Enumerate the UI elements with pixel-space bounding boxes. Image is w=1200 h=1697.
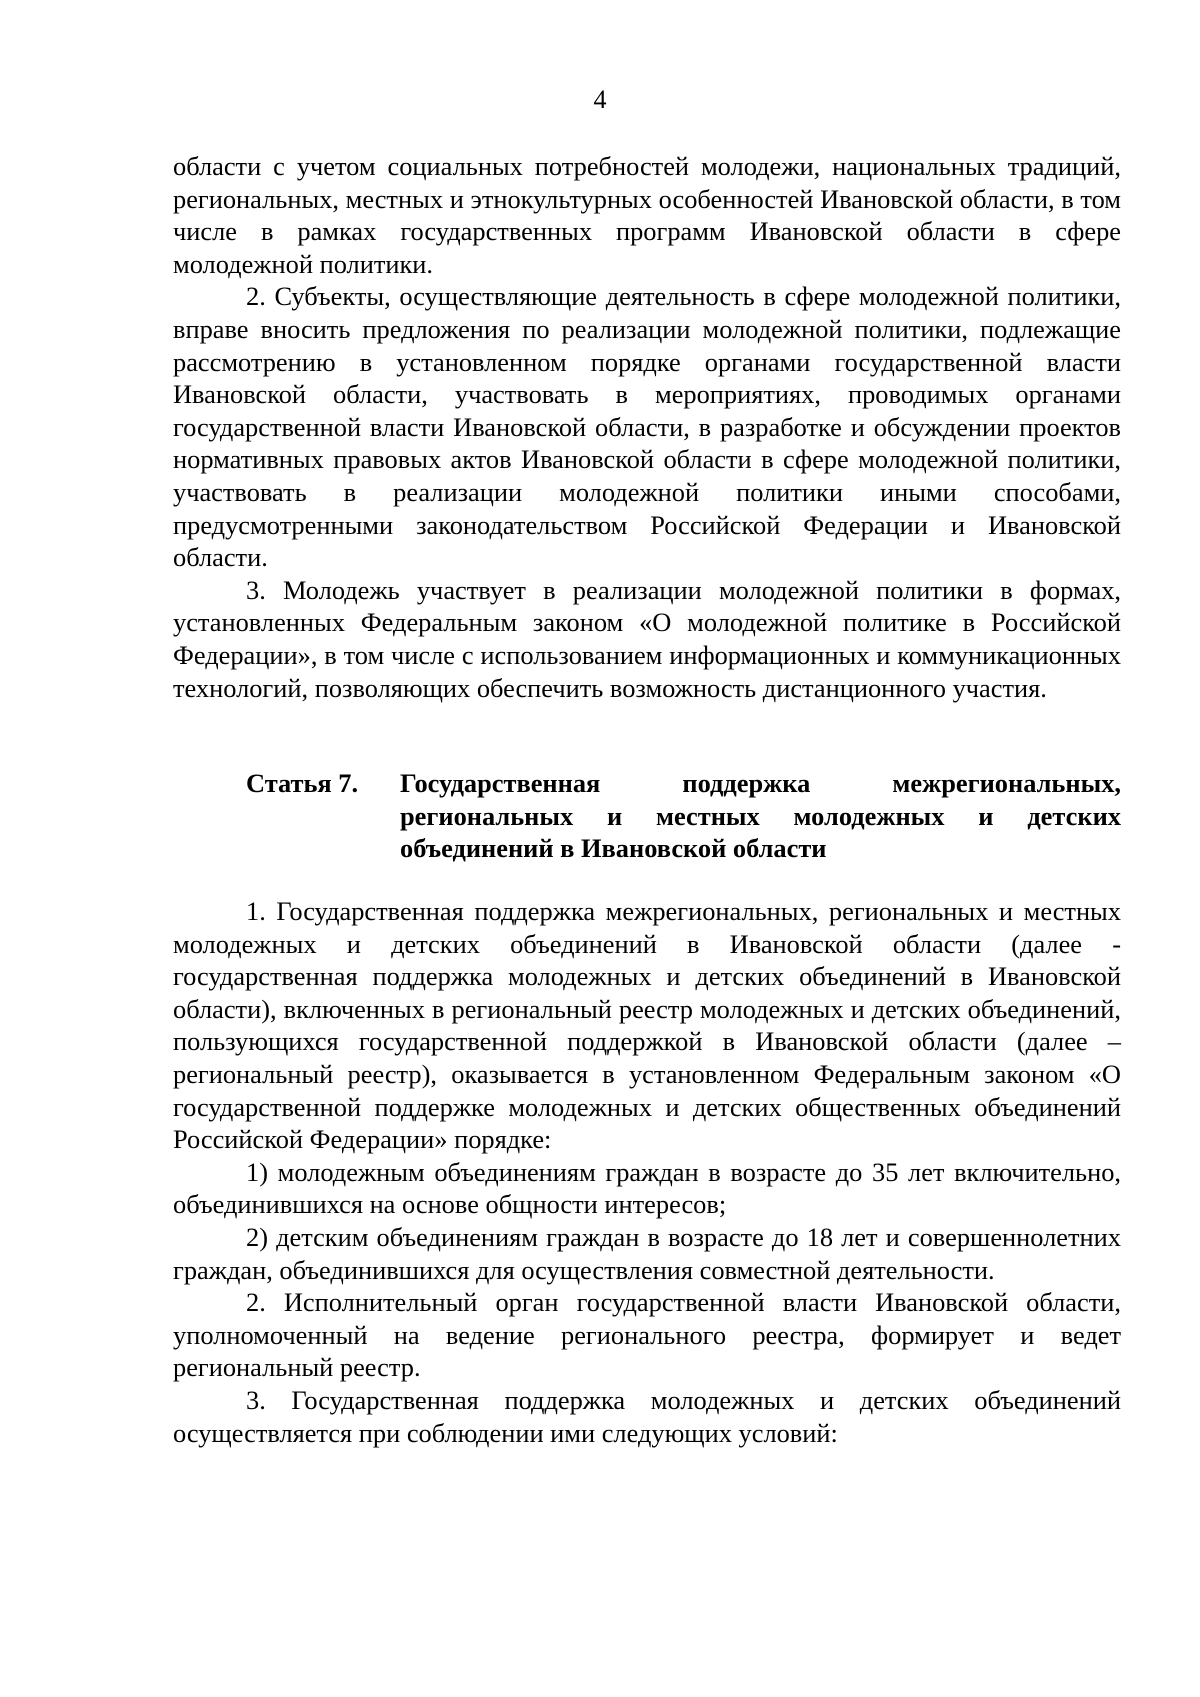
document-body-article	[173, 895, 1121, 1449]
list-item-1: 1) молодежным объединениям граждан в возрасте до 35 лет включительно, объединившихся на основе общности интересов;	[173, 1156, 1121, 1220]
paragraph-continuation: области с учетом социальных потребностей молодежи, национальных традиций, региональных, местных и этнокультурных особенностей Ивановской области, в том числе в рамках государственных программ Ивановской области в сфере молодежной политики.	[173, 151, 1121, 279]
paragraph-item-3: 3. Молодежь участвует в реализации молодежной политики в формах, установленных Федеральным законом «О молодежной политике в Российской Федерации», в том числе с использованием информационных и коммуникационных технологий, позволяющих обеспечить возможность дистанционного участия.	[173, 574, 1121, 703]
paragraph-item-2: 2. Субъекты, осуществляющие деятельность в сфере молодежной политики, вправе вносить предложения по реализации молодежной политики, подлежащие рассмотрению в установленном порядке органами государственной власти Ивановской области, участвовать в мероприятиях, проводимых органами государственной власти Ивановской области, в разработке и обсуждении проектов нормативных правовых актов Ивановской области в сфере молодежной политики, участвовать в реализации молодежной политики иными способами, предусмотренными законодательством Российской Федерации и Ивановской области.	[173, 281, 1121, 573]
page-number: 4	[593, 85, 607, 114]
paragraph-item-2: 2. Исполнительный орган государственной власти Ивановской области, уполномоченный на ведение регионального реестра, формирует и ведет региональный реестр.	[173, 1287, 1121, 1383]
list-item-2: 2) детским объединениям граждан в возрасте до 18 лет и совершеннолетних граждан, объединившихся для осуществления совместной деятельности.	[173, 1221, 1121, 1285]
paragraph-item-1: 1. Государственная поддержка межрегиональных, региональных и местных молодежных и детских объединений в Ивановской области (далее - государственная поддержка молодежных и детских объединений в Ивановской области), включенных в региональный реестр молодежных и детских объединений, пользующихся государственной поддержкой в Ивановской области (далее – региональный реестр), оказывается в установленном Федеральным законом «О государственной поддержке молодежных и детских общественных объединений Российской Федерации» порядке:	[173, 896, 1121, 1155]
article-label: Статья 7.	[246, 768, 359, 798]
document-body-top	[173, 150, 1121, 704]
article-title: Государственная поддержка межрегиональных, региональных и местных молодежных и детских объединений в Ивановской области	[400, 768, 1121, 864]
paragraph-item-3: 3. Государственная поддержка молодежных и детских объединений осуществляется при соблюдении ими следующих условий:	[173, 1384, 1121, 1448]
